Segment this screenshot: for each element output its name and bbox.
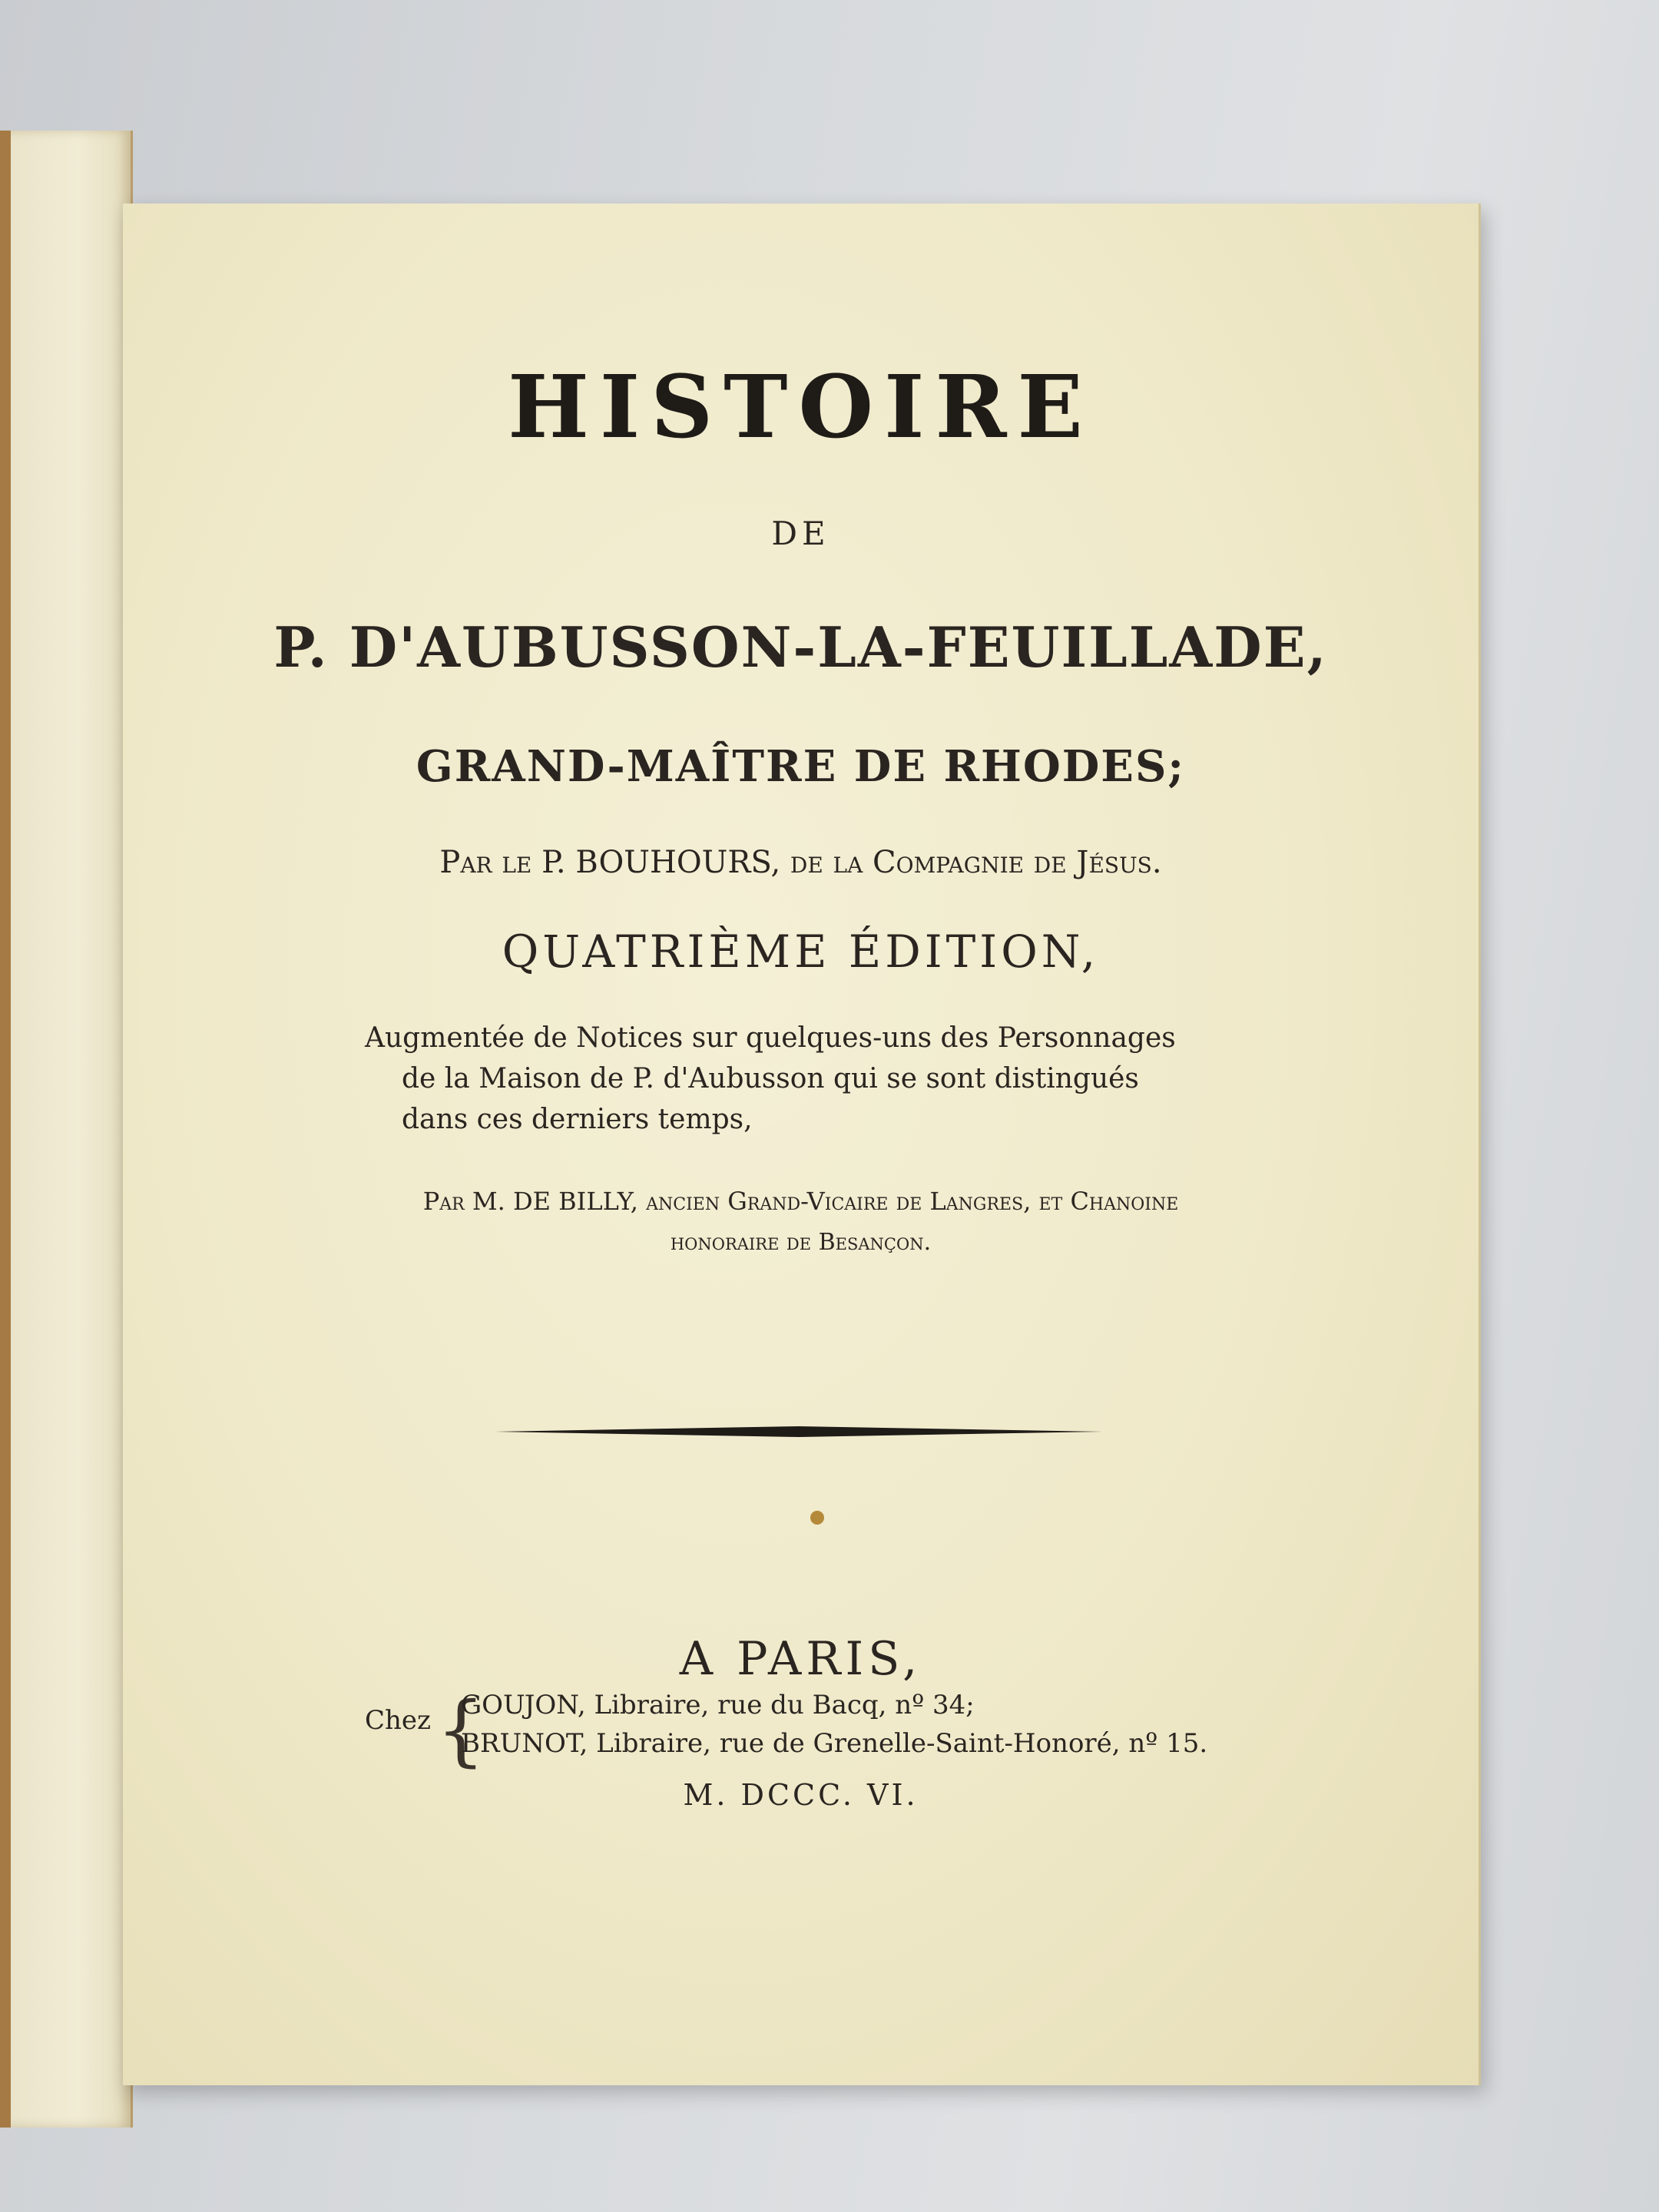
- subject-title: GRAND-MAÎTRE DE RHODES;: [416, 741, 1186, 792]
- editor-line-2: honoraire de Besançon.: [670, 1229, 932, 1256]
- augmentation-line-2: de la Maison de P. d'Aubusson qui se sont distingués: [402, 1063, 1139, 1094]
- title-de: DE: [771, 515, 830, 552]
- book-title: HISTOIRE: [508, 357, 1094, 458]
- left-page: [0, 131, 133, 2128]
- augmentation-paragraph: [365, 1018, 1248, 1140]
- augmentation-line-1: Augmentée de Notices sur quelques-uns des Personnages: [365, 1022, 1176, 1054]
- augmentation-line-3: dans ces derniers temps,: [402, 1104, 753, 1135]
- imprint-place: A PARIS,: [679, 1632, 922, 1686]
- subject-name: P. D'AUBUSSON-LA-FEUILLADE,: [273, 614, 1328, 680]
- edition-line: QUATRIÈME ÉDITION,: [502, 926, 1100, 978]
- chez-label: Chez: [365, 1705, 431, 1736]
- decorative-rule: [495, 1426, 1102, 1437]
- publisher-goujon: GOUJON, Libraire, rue du Bacq, nº 34;: [461, 1690, 975, 1720]
- brace-icon: {: [436, 1685, 485, 1775]
- title-page: [123, 204, 1481, 2085]
- ink-spot: [810, 1511, 824, 1525]
- author-line: Par le P. BOUHOURS, de la Compagnie de Jésus.: [439, 845, 1162, 880]
- book-cover-edge: [0, 131, 11, 2128]
- editor-line-1: Par M. DE BILLY, ancien Grand-Vicaire de Langres, et Chanoine: [422, 1187, 1179, 1216]
- publisher-brunot: BRUNOT, Libraire, rue de Grenelle-Saint-Honoré, nº 15.: [461, 1728, 1208, 1759]
- publication-year: M. DCCC. VI.: [683, 1778, 919, 1812]
